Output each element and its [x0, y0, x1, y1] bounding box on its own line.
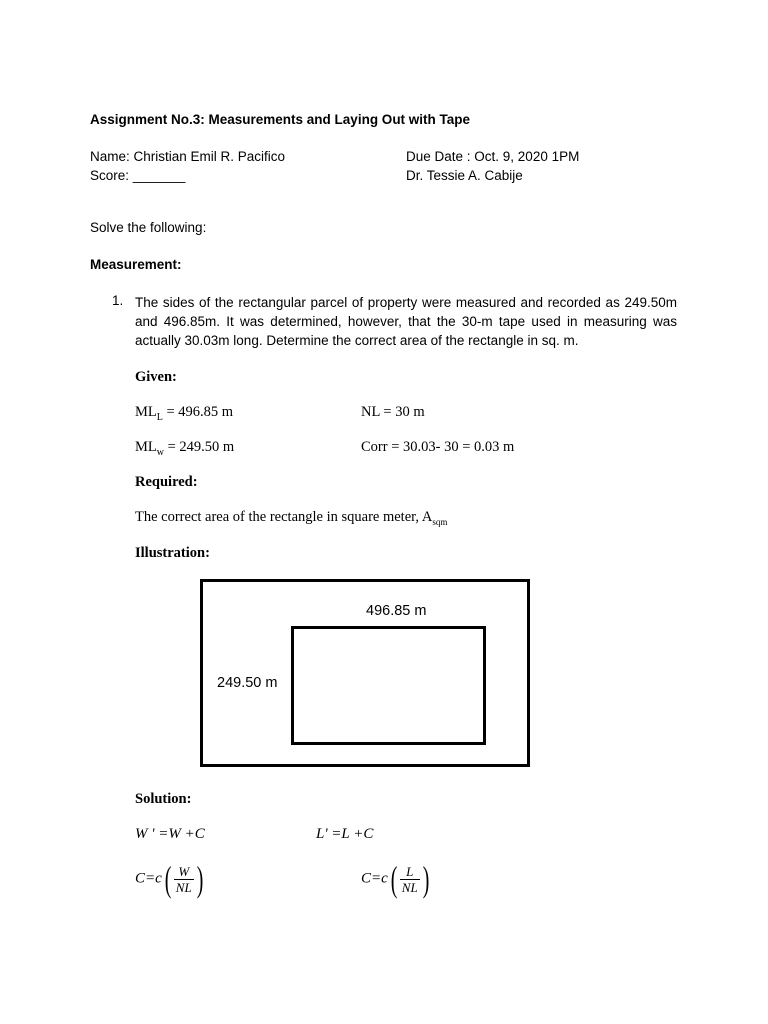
section-heading: Measurement:: [90, 257, 182, 272]
length-label: 496.85 m: [366, 603, 427, 619]
instruction-text: Solve the following:: [90, 220, 207, 235]
equation-l: L' =L +C: [316, 826, 374, 842]
mll-value: = 496.85 m: [162, 404, 234, 420]
left-paren-icon: (: [390, 859, 398, 899]
mll-sub: L: [156, 411, 163, 423]
fraction-w-over-nl: [174, 864, 194, 895]
mll-base: ML: [135, 404, 157, 420]
frac1-numerator: W: [174, 864, 194, 880]
score-line: Score: _______: [90, 168, 186, 183]
given-corr: Corr = 30.03- 30 = 0.03 m: [361, 439, 515, 455]
illustration-heading: Illustration:: [135, 545, 210, 561]
given-heading: Given:: [135, 369, 177, 385]
frac2-denominator: NL: [401, 879, 418, 895]
required-text-base: The correct area of the rectangle in square meter, A: [135, 509, 433, 525]
problem-text: The sides of the rectangular parcel of property were measured and recorded as 249.50m and 496.85m. It was determined, however, that the 30-m tape used in measuring was actually 30.03m long. Determine the correct area of the rectangle in sq. m.: [135, 295, 677, 348]
given-mlw: [135, 439, 234, 458]
fraction-l-over-nl: [400, 864, 420, 895]
equation-w: W ' =W +C: [135, 826, 205, 842]
left-paren-icon: (: [164, 859, 172, 899]
mlw-base: ML: [135, 439, 157, 455]
due-date: Due Date : Oct. 9, 2020 1PM: [406, 149, 580, 164]
width-label: 249.50 m: [217, 675, 278, 691]
problem-number: 1.: [112, 293, 124, 308]
correction-formula-w: [135, 861, 206, 897]
c-prefix-2: C=c: [361, 870, 388, 887]
mlw-value: = 249.50 m: [163, 439, 235, 455]
assignment-title: Assignment No.3: Measurements and Laying Out with Tape: [90, 112, 471, 127]
c-prefix-1: C=c: [135, 870, 162, 887]
solution-heading: Solution:: [135, 791, 192, 807]
required-text-sub: sqm: [432, 516, 448, 527]
instructor-name: Dr. Tessie A. Cabije: [406, 168, 523, 183]
given-mll: [135, 404, 233, 423]
mlw-sub: w: [156, 446, 164, 458]
right-paren-icon: ): [196, 859, 204, 899]
correction-formula-l: [361, 861, 432, 897]
required-heading: Required:: [135, 474, 198, 490]
frac1-denominator: NL: [175, 879, 192, 895]
required-text: [135, 509, 447, 527]
right-paren-icon: ): [422, 859, 430, 899]
frac2-numerator: L: [400, 864, 420, 880]
parcel-rectangle: [291, 626, 486, 745]
given-nl: NL = 30 m: [361, 404, 425, 420]
student-name: Name: Christian Emil R. Pacifico: [90, 149, 286, 164]
